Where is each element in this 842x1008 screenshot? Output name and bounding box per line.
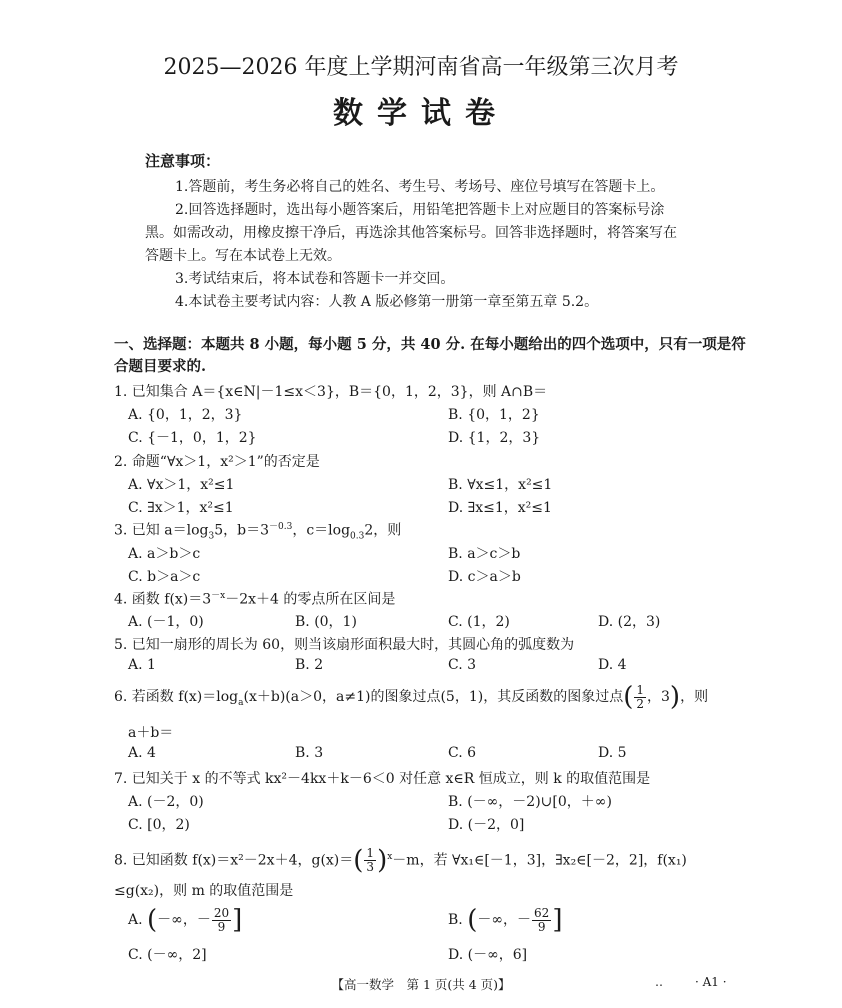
q7-option-b: B. (－∞，－2)∪[0，＋∞)	[448, 794, 612, 810]
q8-option-b: B. (－∞，－ $\frac{62}{9}$ ]	[448, 905, 563, 935]
q2-option-c: C. ∃x＞1，x²≤1	[128, 500, 234, 516]
q6-option-d: D. 5	[598, 745, 627, 761]
footer-dots: ‥	[655, 975, 664, 989]
q2-option-d: D. ∃x≤1，x²≤1	[448, 500, 552, 516]
q5-option-d: D. 4	[598, 657, 627, 673]
question-1-stem: 1. 已知集合 A＝{x∈N|－1≤x＜3}，B＝{0，1，2，3}，则 A∩B＝	[114, 384, 548, 400]
notice-line-4: 答题卡上。写在本试卷上无效。	[145, 248, 341, 264]
q6-option-c: C. 6	[448, 745, 477, 761]
question-7-stem: 7. 已知关于 x 的不等式 kx²－4kx＋k－6＜0 对任意 x∈R 恒成立，则 k 的取值范围是	[114, 771, 651, 787]
q2-option-b: B. ∀x≤1，x²≤1	[448, 477, 553, 493]
exam-title: 2025—2026 年度上学期河南省高一年级第三次月考	[163, 55, 679, 80]
question-6-stem: 6. 若函数 $f(x)=\log_a(x+b)(a>0$，a≠1)的图象过点(5，1)，其反函数的图象过点( $\frac{1}{2}$ ，3)，则	[114, 682, 709, 712]
q5-option-b: B. 2	[295, 657, 324, 673]
q6-option-a: A. 4	[128, 745, 156, 761]
question-8-stem: 8. 已知函数 f(x)＝x²－2x＋4，g(x)＝( $\frac{1}{3}$ )$^x$－m，若 ∀x₁∈[－1，3]，∃x₂∈[－2，2]，f(x₁)	[114, 845, 687, 876]
q1-option-d: D. {1，2，3}	[448, 430, 541, 446]
q5-option-a: A. 1	[128, 657, 156, 673]
q1-option-c: C. {－1，0，1，2}	[128, 430, 257, 446]
q5-option-c: C. 3	[448, 657, 477, 673]
q7-option-a: A. (－2，0)	[128, 794, 204, 810]
question-4-stem: 4. 函数 $f(x)=3^{-x}-2x+4$ 的零点所在区间是	[114, 591, 396, 608]
q8-option-c: C. (－∞，2]	[128, 947, 207, 963]
q3-option-d: D. c＞a＞b	[448, 569, 521, 585]
q8-option-d: D. (－∞，6]	[448, 947, 528, 963]
section-heading: 一、选择题：本题共 8 小题，每小题 5 分，共 40 分. 在每小题给出的四个选项中，只有一项是符合题目要求的.	[114, 336, 746, 375]
question-8-line-2: ≤g(x₂)，则 m 的取值范围是	[114, 883, 294, 899]
q1-option-b: B. {0，1，2}	[448, 407, 540, 423]
question-2-stem: 2. 命题“∀x＞1，x²＞1”的否定是	[114, 454, 320, 470]
notice-heading: 注意事项：	[145, 152, 221, 170]
q2-option-a: A. ∀x＞1，x²≤1	[128, 477, 235, 493]
notice-line-1: 1.答题前，考生务必将自己的姓名、考生号、考场号、座位号填写在答题卡上。	[175, 179, 665, 195]
q7-option-d: D. (－2，0]	[448, 817, 525, 833]
question-6-line-2: a＋b＝	[128, 725, 174, 741]
question-5-stem: 5. 已知一扇形的周长为 60，则当该扇形面积最大时，其圆心角的弧度数为	[114, 637, 575, 653]
q3-option-c: C. b＞a＞c	[128, 569, 201, 585]
subject-title: 数学试卷	[333, 96, 509, 131]
q6-fraction: $\frac{1}{2}$	[636, 682, 644, 711]
q7-option-c: C. [0，2)	[128, 817, 190, 833]
q4-option-a: A. (－1，0)	[128, 614, 204, 630]
q8-fraction: $\frac{1}{3}$	[366, 846, 375, 875]
q1-option-a: A. {0，1，2，3}	[128, 407, 243, 423]
page-footer: 【高一数学 第 1 页(共 4 页)】	[331, 977, 511, 992]
footer-code: · A1 ·	[695, 975, 727, 989]
q3-option-b: B. a＞c＞b	[448, 546, 521, 562]
notice-line-3: 黑。如需改动，用橡皮擦干净后，再选涂其他答案标号。回答非选择题时，将答案写在	[145, 225, 677, 241]
question-3-stem: 3. 已知 $a=\log_35$，$b=3^{-0.3}$，$c=\log_{0.3}2$，则	[114, 522, 402, 542]
q4-option-d: D. (2，3)	[598, 614, 661, 630]
q8-option-a: A. (－∞，－ $\frac{20}{9}$ ]	[128, 905, 243, 935]
q6-option-b: B. 3	[295, 745, 324, 761]
q4-option-c: C. (1，2)	[448, 614, 510, 630]
notice-line-5: 3.考试结束后，将本试卷和答题卡一并交回。	[175, 271, 455, 287]
q4-option-b: B. (0，1)	[295, 614, 357, 630]
q3-option-a: A. a＞b＞c	[128, 546, 201, 562]
notice-line-6: 4.本试卷主要考试内容：人教 A 版必修第一册第一章至第五章 5.2。	[175, 294, 599, 310]
notice-line-2: 2.回答选择题时，选出每小题答案后，用铅笔把答题卡上对应题目的答案标号涂	[175, 202, 665, 218]
